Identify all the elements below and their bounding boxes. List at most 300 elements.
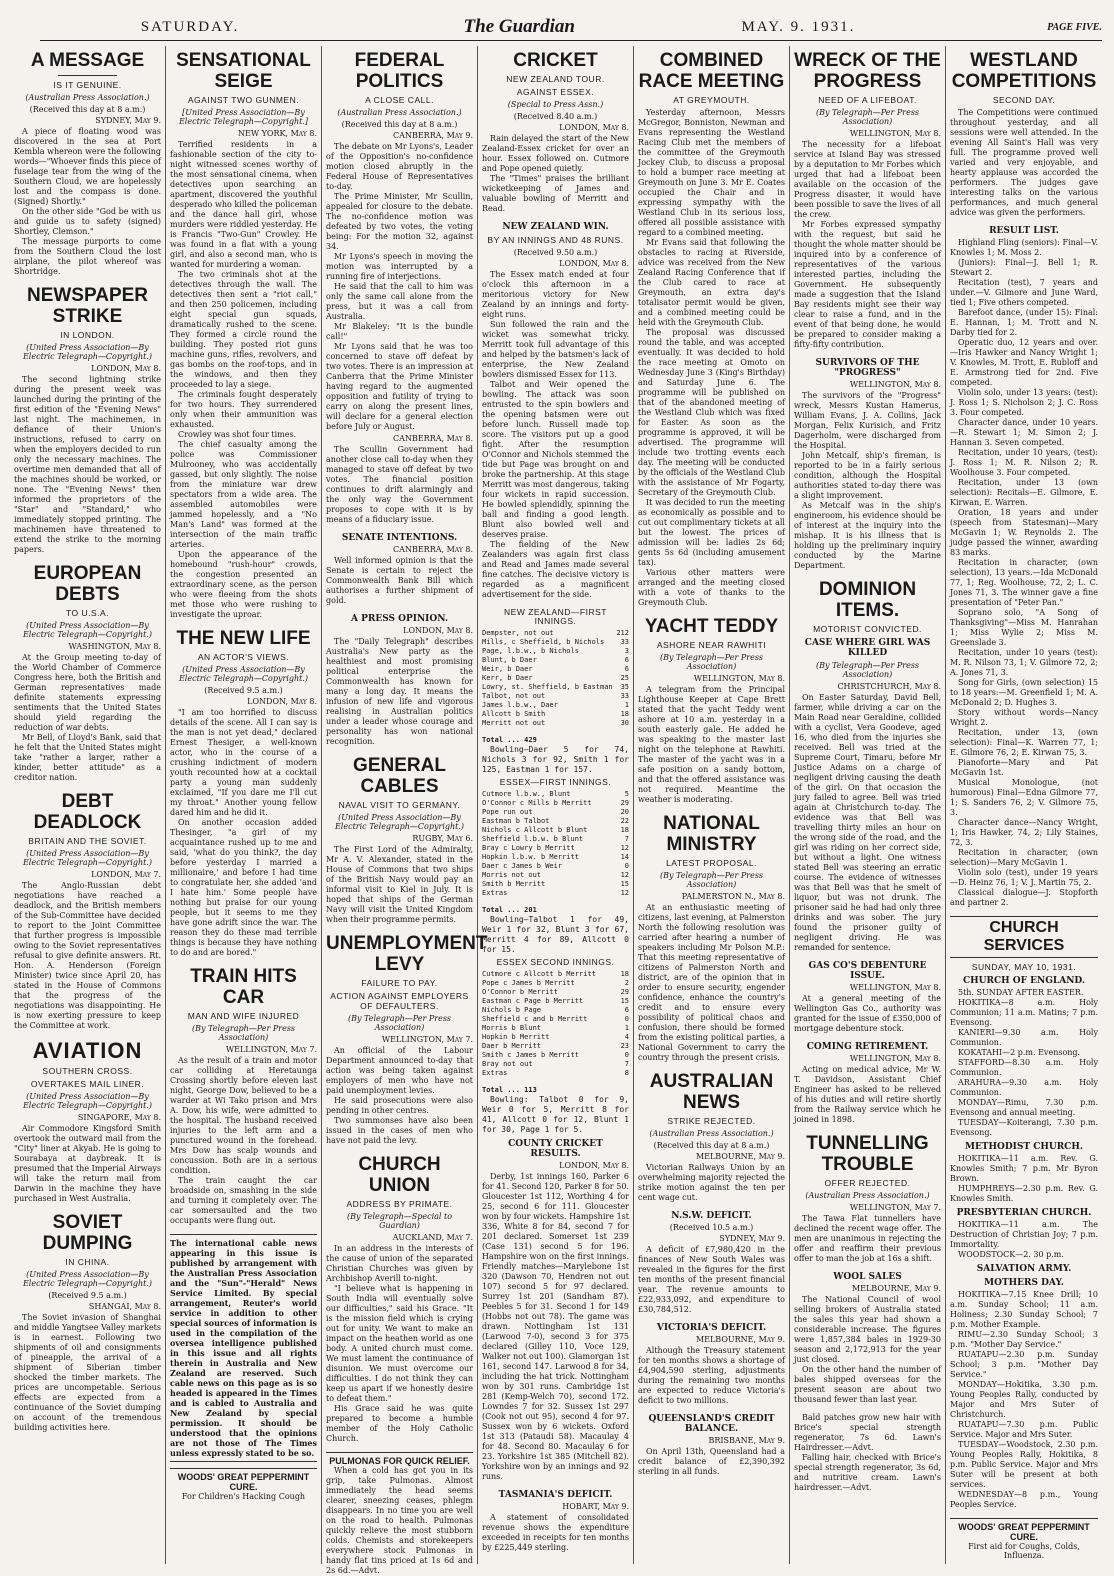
paragraph: The necessity for a lifeboat service at Island Bay was stressed by a deputation to Mr Forbes which urged that had a lifeboat been available on the occasion of the Progress disaster, it would have been possible to save the lives of all the crew. xyxy=(794,140,941,219)
credit-line: (United Press Association—By Electric Telegraph—Copyright.) xyxy=(178,665,309,683)
scorecard-row xyxy=(482,844,629,853)
batsman: Bray c Lowry b Merritt xyxy=(482,844,575,852)
received-line: (Received this day at 8 a.m.) xyxy=(653,1141,770,1150)
headline: THE NEW LIFE xyxy=(176,628,311,649)
received-line: (Received 9.5 a.m.) xyxy=(48,1291,127,1300)
paragraph: The Scullin Government had another close call to-day when they managed to stave off defeat by two votes. The financial position continues to drift alarmingly and the only way the Government proposes to cope with it is by means of a fiduciary issue. xyxy=(326,445,473,524)
received-line: (Received this day at 8 a.m.) xyxy=(29,105,146,114)
subhead: ACTION AGAINST EMPLOYERS OF DEFAULTERS. xyxy=(330,991,469,1011)
paragraph: The "Daily Telegraph" describes Australia's New party as the healthiest and most promising political enterprise the Commonwealth has known for many a long day. It means the infusion of new life and vigorous realising in Australian politics under a leader whose courage and personality has won national recognition. xyxy=(326,637,473,746)
story-aviation xyxy=(14,1039,161,1204)
batsman: Daer c James b Weir xyxy=(482,862,563,870)
column-7 xyxy=(946,46,1102,1564)
paragraph: A telegram from the Principal Lighthouse Keeper at Cape Brett stated that the yacht Teddy went ashore at 10 a.m. yesterday in a south easterly gale. He added he was speaking to the master last night on the telephone at Rawhiti. The master of the yacht was in a safe position on a sandy bottom, and that the offered assistance was not required. Meantime the weather is moderating. xyxy=(638,685,785,804)
headline: CHURCH UNION xyxy=(358,1154,441,1196)
credit-line: (By Telegraph—Per Press Association) xyxy=(347,1014,452,1032)
result-item: Musical Monologue, (not humorous) Final—Edna Gilmore 77, 1; S. Sanders 76, 2; V. Gilmore 75, 3. xyxy=(950,778,1098,817)
runs: 12 xyxy=(620,889,629,897)
story-county-cricket xyxy=(482,1139,629,1482)
paragraph: On the other hand the number of bales shipped overseas for the present season are about two thousand fewer than last year. xyxy=(794,1365,941,1404)
paragraph: A statement of consolidated revenue shows the expenditure exceeded in receipts for ten months by £225,449 sterling. xyxy=(482,1513,629,1552)
batsman: Lowry, st. Sheffield, b Eastman xyxy=(482,683,613,691)
paragraph: A deficit of £7,980,420 in the finances of New South Wales was revealed in the figures for the first ten months of the present financial year. The revenue amounts to £22,933,092, and expenditure to £30,784,512. xyxy=(638,1245,785,1314)
advert-peppermint-cure xyxy=(170,1468,317,1501)
paragraph: Upon the appearance of the homebound "rush-hour" crowds, the congestion presented an extraordinary scene, as the person who were fleeing from the shots met those who were rushing to investigate the uproar. xyxy=(170,550,317,619)
paragraph: The Essex match ended at four o'clock this afternoon in a meritorious victory for New Zealand by an innings and forty-eight runs. xyxy=(482,270,629,319)
batsman: Dempster, not out xyxy=(482,629,554,637)
masthead-paper-title: The Guardian xyxy=(463,16,575,37)
story-unemployment-levy xyxy=(326,933,488,1146)
scorecard-nz-first-innings xyxy=(482,608,629,728)
dateline: RUGBY, May 6. xyxy=(412,834,473,843)
column-5 xyxy=(634,46,790,1564)
scorecard-essex-second-innings xyxy=(482,958,629,1078)
service-entry: RUATAPU—7.30 p.m. Public Service. Major and Mrs Suter. xyxy=(950,1420,1098,1439)
story-tasmania-deficit xyxy=(482,1490,629,1553)
subhead: AGAINST TWO GUNMEN. xyxy=(187,95,300,105)
scorecard-row xyxy=(482,1015,629,1024)
scorecard-total: Total ... 201 xyxy=(482,906,537,914)
result-item: Recitation, under 13 (own selection): Recitals—E. Gilmore, E. Kirwan, E. Warren. xyxy=(950,478,1098,507)
paragraph: Mr Lyons's speech in moving the motion was interrupted by a running fire of interjections. xyxy=(326,252,473,281)
paragraph: His Grace said he was quite prepared to become a humble member of the Holy Catholic Church. xyxy=(326,1404,473,1443)
scorecard-row xyxy=(482,880,629,889)
paragraph: The Anglo-Russian debt negotiations have reached a deadlock, and the British members of the Sub-Committee have decided to report to the Joint Committee that further progress is impossible owing to the Soviet representatives refusal to give definite answers. Rt. Hon. A. Henderson (Foreign Minister) twice since April 20, has stated in the House of Commons that the progress of the negotiations was disappointing. He is now exerting pressure to keep the Committee at work. xyxy=(14,881,161,1030)
result-item: Operatic duo, 12 years and over.—Iris Hawker and Nancy Wright 1; V. Knowles, M. Trott, E. Rubloff and E. Armstrong tied for 2nd. Five competed. xyxy=(950,338,1098,387)
column-2 xyxy=(166,46,322,1564)
batsman: Sheffield c and b Merritt xyxy=(482,1015,588,1023)
batsman: Merritt not out xyxy=(482,719,546,727)
result-item: Violin solo (test), under 19 years—D. Heinz 76, 1; V. J. Martin 75, 2. xyxy=(950,868,1098,887)
scorecard-row xyxy=(482,665,629,674)
story-new-zealand-win xyxy=(482,222,629,600)
paragraph: On the other side "God be with us and guide us to safety (signed) Shortley, Clemson." xyxy=(14,207,161,236)
paragraph: Talbot and Weir opened the bowling. The attack was soon entrusted to the spin bowlers and the opening batsmen were out before lunch. Russell made top score. The visitors put up a good fight. After the resumption O'Connor and Nichols stemmed the tide but Page was brought on and broke the partnership. At this stage Merritt was most dangerous, taking four wickets in rapid succession. He bowled splendidly, spinning the ball and finding a good length. Blunt also bowled well and deserves praise. xyxy=(482,380,629,539)
paragraph: A piece of floating wood was discovered in the sea at Port Kembla whereon were the following words—"Whoever finds this piece of fuselage tear from the wing of the Southern Cloud, we are hopelessly lost and the compass is done. (Signed) Shortly." xyxy=(14,127,161,206)
subhead: AN ACTOR'S VIEWS. xyxy=(197,652,290,662)
story-queensland-credit xyxy=(638,1414,785,1477)
batsman: Nichols c Allcott b Blunt xyxy=(482,826,588,834)
scorecard-row xyxy=(482,1069,629,1078)
batsman: Nichols b Page xyxy=(482,1006,542,1014)
dateline: CANBERRA, May 8. xyxy=(393,434,473,443)
paragraph: The second lightning strike during the present week was launched during the printing of the first edition of the "Evening News" last night. The machinemen, in defiance of their Union's instructions, refused to carry on when the employers decided to run only the necessary machines. The overtime men demanded that all of the machines should be worked, or none. The "Evening News" then informed the proprietors of the "Star" and "Standard," who immediately stopped printing. The machinemen have threatened to extend the strike to the morning papers. xyxy=(14,375,161,554)
dateline: MELBOURNE, May 9. xyxy=(851,1284,941,1293)
runs: 0 xyxy=(624,1015,629,1023)
runs: 30 xyxy=(620,719,629,727)
story-train-hits-car xyxy=(170,966,317,1226)
result-item: Pianoforte—Mary and Pat McGavin 1st. xyxy=(950,758,1098,777)
scorecard-row xyxy=(482,997,629,1006)
dateline: LONDON, May 8. xyxy=(559,259,629,268)
headline: YACHT TEDDY xyxy=(644,616,779,637)
story-yacht-teddy xyxy=(638,616,785,805)
services-list xyxy=(950,976,1098,1510)
paragraph: The criminals fought desperately for two hours. They surrendered only when their ammunition was exhausted. xyxy=(170,390,317,429)
subhead: BRITAIN AND THE SOVIET. xyxy=(28,836,147,846)
headline: AUSTRALIAN NEWS xyxy=(649,1071,774,1113)
scorecard-row xyxy=(482,692,629,701)
dateline: MELBOURNE, May 9. xyxy=(695,1335,785,1344)
dateline: LONDON, May 8. xyxy=(559,123,629,132)
column-4 xyxy=(478,46,634,1564)
subhead: OFFER REJECTED. xyxy=(824,1178,911,1188)
story-a-message xyxy=(14,50,161,277)
scorecard-title: ESSEX SECOND INNINGS. xyxy=(496,957,615,967)
subhead: SECOND DAY. xyxy=(992,95,1056,105)
scorecard-row xyxy=(482,647,629,656)
batsman: Hopkin l.b.w. b Merritt xyxy=(482,853,579,861)
headline: SOVIET DUMPING xyxy=(42,1212,133,1254)
batsman: Smith b Merritt xyxy=(482,880,546,888)
divider xyxy=(58,75,117,76)
dateline: LONDON, May 8. xyxy=(91,364,161,373)
story-newspaper-strike xyxy=(14,285,161,555)
paragraph: An official of the Labour Department announced to-day that action was being taken against employers of men who have not paid unemployment levies. xyxy=(326,1046,473,1095)
paragraph: The message purports to come from the Southern Cloud the lost airplane, the pilot whereof was Shortridge. xyxy=(14,237,161,276)
scorecard-essex1-total-block xyxy=(482,906,629,955)
headline: CHURCH SERVICES xyxy=(950,916,1098,958)
story-westland-competitions xyxy=(950,50,1098,218)
runs: 6 xyxy=(624,665,629,673)
paragraph: Victorian Railways Union by an overwhelming majority rejected the strike motion against the ten per cent wage cut. xyxy=(638,1163,785,1202)
section-title: SURVIVORS OF THE "PROGRESS" xyxy=(815,358,920,378)
dateline: SYDNEY, May 9. xyxy=(719,1234,785,1243)
scorecard-row xyxy=(482,790,629,799)
service-entry: HOKITIKA—11 a.m. Rev. G. Knowles Smith; 7 p.m. Mr Byron Brown. xyxy=(950,1154,1098,1183)
paragraph: As Metcalf was in the ship's engineroom, his evidence should be of interest at the inquiry into the mishap. It is his illness that is holding up the preliminary inquiry conducted by the Marine Department. xyxy=(794,501,941,570)
story-soviet-dumping xyxy=(14,1212,161,1433)
runs: 6 xyxy=(624,656,629,664)
masthead xyxy=(40,14,1102,41)
runs: 7 xyxy=(624,1060,629,1068)
scorecard-row xyxy=(482,988,629,997)
service-entry: KANIERI—9.30 a.m. Holy Communion. xyxy=(950,1028,1098,1047)
runs: 14 xyxy=(620,853,629,861)
paragraph: The train caught the car broadside on, smashing in the side and turning it completely over. The car somersaulted and the two occupants were flung out. xyxy=(170,1176,317,1225)
service-entry: STAFFORD—8.30 a.m. Holy Communion. xyxy=(950,1058,1098,1077)
story-european-debts xyxy=(14,563,161,783)
subhead: AT GREYMOUTH. xyxy=(673,95,750,105)
batsman: O'Connor c Mills b Merritt xyxy=(482,799,592,807)
credit-line: (By Telegraph—Per Press Association) xyxy=(815,661,920,679)
section-title: SENATE INTENTIONS. xyxy=(341,533,458,543)
paragraph: The fielding of the New Zealanders was again first class and Read and James made several fine catches. The decisive victory is regarded as a magnificent advertisement for the side. xyxy=(482,540,629,599)
runs: 15 xyxy=(620,880,629,888)
batsman: Cutmore l.b.w., Blunt xyxy=(482,790,571,798)
headline: NEWSPAPER STRIKE xyxy=(26,285,149,327)
service-entry: RIMU—2.30 Sunday School; 3 p.m. "Mother Day Service." xyxy=(950,1330,1098,1349)
scorecard-row xyxy=(482,1051,629,1060)
subhead: NEW ZEALAND TOUR. xyxy=(506,74,605,84)
dateline: LONDON, May 7. xyxy=(91,870,161,879)
headline: EUROPEAN DEBTS xyxy=(33,563,142,605)
result-item: Recitation, under 10 years (test): M. R. Nilson 73, 1; V. Gilmore 72, 2; A. Jones 71, 3. xyxy=(950,648,1098,677)
denomination-heading: PRESBYTERIAN CHURCH. xyxy=(956,1208,1092,1218)
scorecard-row xyxy=(482,1024,629,1033)
credit-line: (United Press Association—By Electric Telegraph—Copyright.) xyxy=(334,813,465,831)
runs: 25 xyxy=(620,674,629,682)
scorecard-row xyxy=(482,808,629,817)
result-item: Character dance, under 10 years.—R. Stewart 1; M. Simon 2; J. Hannan 3. Seven competed. xyxy=(950,418,1098,447)
received-line: (Received 8.40 a.m.) xyxy=(513,112,598,121)
dateline: PALMERSTON N., May 8. xyxy=(681,892,785,901)
dateline: CANBERRA, May 8. xyxy=(393,545,473,554)
paragraph: Sun followed the rain and the wicket was somewhat tricky. Merritt took full advantage of this and helped by the batsmen's lack of enterprise, the New Zealand bowlers dismissed Essex for 113. xyxy=(482,320,629,379)
story-federal-politics xyxy=(326,50,473,525)
paragraph: Mr Lyons said that he was too concerned to stave off defeat by two votes. There is an impression at Canberra that the Prime Minister having regard to the augmented opposition and futility of trying to carry on along the present lines, will declare for a general election before July or August. xyxy=(326,342,473,431)
scorecard-row xyxy=(482,701,629,710)
headline: TRAIN HITS CAR xyxy=(190,966,297,1008)
advert-brice xyxy=(794,1413,941,1493)
section-title: GAS CO'S DEBENTURE ISSUE. xyxy=(808,961,927,981)
result-item: Soprano solo, "A Song of Thanksgiving"—Miss M. Hanrahan 1; Miss Wylie 2; Miss M. Greenslade 3. xyxy=(950,608,1098,647)
paragraph: Rain delayed the start of the New Zealand-Essex cricket for over an hour. Essex followed on. Cutmore and Pope opened quietly. xyxy=(482,134,629,173)
scorecard-row xyxy=(482,817,629,826)
batsman: Cutmore c Allcott b Merritt xyxy=(482,970,596,978)
runs: 29 xyxy=(620,799,629,807)
subhead: IS IT GENUINE. xyxy=(53,80,122,90)
batsman: Sheffield l.b.w. b Blunt xyxy=(482,835,584,843)
story-victoria-deficit xyxy=(638,1323,785,1406)
paragraph: He said prosecutions were also pending in other centres. xyxy=(326,1096,473,1115)
scorecard-bowling: Bowling—Daer 5 for 74, Nichols 3 for 92, Smith 1 for 125, Eastman 1 for 157. xyxy=(482,745,629,774)
dateline: CANBERRA, May 9. xyxy=(393,131,473,140)
story-national-ministry xyxy=(638,813,785,1063)
runs: 12 xyxy=(620,871,629,879)
paragraph: Mr Blakeley: "It is the bundle call!" xyxy=(326,322,473,341)
dateline: WASHINGTON, May 8. xyxy=(68,642,161,651)
runs: 18 xyxy=(620,826,629,834)
dateline: WELLINGTON, May 8. xyxy=(849,380,941,389)
scorecard-bowling: Bowling: Talbot 0 for 9, Weir 0 for 5, Merritt 8 for 41, Allcott 0 for 12, Blunt 1 for 30, Page 1 for 5. xyxy=(482,1095,629,1134)
credit-line: (Special to Press Assn.) xyxy=(507,100,604,109)
result-item: Character dance—Nancy Wright, 1; Iris Hawker, 74, 2; Lily Staines, 72, 3. xyxy=(950,818,1098,847)
batsman: Weir, b Daer xyxy=(482,665,533,673)
story-nsw-deficit xyxy=(638,1211,785,1315)
paragraph: The Prime Minister, Mr Scullin, appealed for closure to the debate. The no-confidence motion was defeated by two votes, the voting being: For the motion 32, against 34. xyxy=(326,192,473,251)
masthead-page-number: PAGE FIVE. xyxy=(1047,21,1102,33)
result-item: Oration, 18 years and under (speech from Statesman)—Mary McGavin 1; W. Reynolds 2. The judge passed the winner, awarding 83 marks. xyxy=(950,508,1098,557)
section-title: RESULT LIST. xyxy=(989,226,1059,236)
paragraph: Although the Treasury statement for ten months shows a shortage of £4,904,590 sterling, adjustments during the remaining two months are expected to reduce Victoria's deficit to two millions. xyxy=(638,1346,785,1405)
subhead: STRIKE REJECTED. xyxy=(667,1116,756,1126)
batsman: Extras xyxy=(482,1069,508,1077)
story-combined-race-meeting xyxy=(638,50,785,608)
dateline: LONDON, May 8. xyxy=(559,1161,629,1170)
result-item: Song for Girls, (own selection) 15 to 18 years:—M. Greenfield 1; M. A. McDonald 2; D. Hughes 3. xyxy=(950,678,1098,707)
runs: 7 xyxy=(624,835,629,843)
advert-title: WOODS' GREAT PEPPERMINT CURE. xyxy=(177,1472,310,1492)
story-senate-intentions xyxy=(326,533,473,606)
credit-line: (Australian Press Association.) xyxy=(25,93,150,102)
paragraph: John Metcalf, ship's fireman, is reported to be in a fairly serious condition, although the Hospital authorities stated to-day there was a slight improvement. xyxy=(794,451,941,500)
headline: AVIATION xyxy=(32,1038,143,1063)
service-entry: MONDAY—Hokitika, 3.30 p.m. Young Peoples Rally, conducted by Major and Mrs Suter of Christchurch. xyxy=(950,1380,1098,1419)
paragraph: Yesterday afternoon, Messrs McGregor, Bonniston, Newman and Evans representing the Westland Racing Club met the members of the committee of the Greymouth Jockey Club, to discuss a proposal to hold a bumper race meeting at Greymouth on June 3. Mr E. Coates occupied the Chair and in expressing sympathy with the Westland Club in its serious loss, offered all possible assistance with regard to a combined meeting. xyxy=(638,108,785,237)
result-item: Recitation in character, (own selection)—Mary McGavin 1. xyxy=(950,848,1098,867)
story-church-services xyxy=(950,916,1098,1510)
runs: 22 xyxy=(620,817,629,825)
result-item: Classical dialogue—J. Stopforth and partner 2. xyxy=(950,888,1098,907)
story-cricket xyxy=(482,50,629,214)
paragraph: At the Group meeting to-day of the World Chamber of Commerce Congress here, both the British and German representatives made definite statements expressing sentiments that the United States should yield regarding the reduction of war debts. xyxy=(14,653,161,732)
dateline: HOBART, May 9. xyxy=(562,1502,629,1511)
section-title: QUEENSLAND'S CREDIT BALANCE. xyxy=(648,1414,775,1434)
runs: 15 xyxy=(620,997,629,1005)
paragraph: On April 13th, Queensland had a credit balance of £2,390,392 sterling in all funds. xyxy=(638,1447,785,1476)
batsman: Smith c James b Merritt xyxy=(482,1051,579,1059)
paragraph: Crowley was shot four times. xyxy=(178,430,297,439)
dateline: WELLINGTON, May 7. xyxy=(225,1045,317,1054)
paragraph: Air Commodore Kingsford Smith overtook the outward mail from the "City" liner at Akyab. He is going to Sourabaya at daybreak. It is presumed that the Imperial Airways will take the return mail from Darwin in the machine they have purchased in West Australia. xyxy=(14,1124,161,1203)
batsman: Extras xyxy=(482,889,508,897)
runs: 23 xyxy=(620,1042,629,1050)
subhead: TO U.S.A. xyxy=(65,608,110,618)
subhead: NEED OF A LIFEBOAT. xyxy=(818,95,917,105)
scorecard-row xyxy=(482,1006,629,1015)
batsman: Pope run out xyxy=(482,808,533,816)
story-result-list xyxy=(950,226,1098,908)
subhead: SUNDAY, MAY 10, 1931. xyxy=(971,962,1077,972)
dateline: LONDON, May 8. xyxy=(247,697,317,706)
dateline: WELLINGTON, May 8. xyxy=(693,674,785,683)
section-title: TASMANIA'S DEFICIT. xyxy=(498,1490,613,1500)
subhead: OVERTAKES MAIL LINER. xyxy=(30,1079,145,1089)
masthead-date: MAY. 9. 1931. xyxy=(741,18,856,35)
paragraph: Derby, 1st innings 160, Parker 6 for 41. Second 120, Parker 8 for 50. Gloucester 1st 112, Worthing 4 for 25, second 6 for 111. Gloucester won by four wickets. Hampshire 1st 336, White 8 for 84, second 7 for 201 declared. Somerset 1st 239 (Case 131) second 5 for 196. Hampshire won on the first innings. Friendly matches—Marylebone 1st 320 (Dawson 70, Hendren not out 107) second 5 for 97 declared. Surrey 1st 201 (Sandham 87). Peebles 5 for 31. Second 1 for 149 (Hobbs not out 78). The game was drawn. Nottingham 1st 131 (Larwood 7-0), second 3 for 375 declared (Gilley 110, Voce 129, Walker not out 100). Glamorgan 1st 161, second 147. Larwood 8 for 34, including the hat trick. Nottingham won by 301 runs. Cambridge 1st 281 (Kemp-Welch 70), second 172. Lowndes 7 for 32. Sussex 1st 297 (Cook not out 95), second 4 for 97. Sussex won by 6 wickets. Oxford 1st 313 (Pataudi 58). Macaulay 4 for 48. Second 80. Macaulay 6 for 23. Yorkshire 1st 385 (Mitchell 82). Yorkshire won by an innings and 92 runs. xyxy=(482,1172,629,1481)
denomination-heading: METHODIST CHURCH. xyxy=(964,1142,1083,1152)
headline: DEBT DEADLOCK xyxy=(33,791,142,833)
paragraph: Two summonses have also been issued in the cases of men who have not paid the levy. xyxy=(326,1116,473,1145)
credit-line: (United Press Association—By Electric Telegraph—Copyright.) xyxy=(22,1092,153,1110)
paragraph: On another occasion added Thesinger, "a girl of my acquaintance rushed up to me and said, 'what do you think?, the day before yesterday I married a millionaire,' and before I had time to congratulate her, she added 'and I hate him.' Some people have nothing but praise for our young people, but it seems to me they have gone adrift since the war. The reason they do these mad terrible things is because they have nothing to do and are bored." xyxy=(170,818,317,957)
credit-line: (United Press Association—By Electric Telegraph—Copyright.) xyxy=(22,1270,153,1288)
subhead: BY AN INNINGS AND 48 RUNS. xyxy=(487,235,624,245)
paragraph: Various other matters were arranged and the meeting closed with a vote of thanks to the Greymouth Club. xyxy=(638,568,785,607)
scorecard-row xyxy=(482,656,629,665)
dateline: BRISBANE, May 9. xyxy=(708,1436,785,1445)
scorecard-row xyxy=(482,1060,629,1069)
runs: 35 xyxy=(620,683,629,691)
runs: 8 xyxy=(624,1069,629,1077)
subhead: IN LONDON. xyxy=(60,330,115,340)
advert-pulmonas xyxy=(326,1452,473,1576)
runs: 6 xyxy=(624,1006,629,1014)
dateline: NEW YORK, May 8. xyxy=(238,129,317,138)
subhead: FAILURE TO PAY. xyxy=(361,978,438,988)
service-entry: 5th. SUNDAY AFTER EASTER. xyxy=(958,988,1084,997)
received-line: (Received 9.5 a.m.) xyxy=(204,686,283,695)
credit-line: (Australian Press Association.) xyxy=(805,1191,930,1200)
dateline: MELBOURNE, May 9. xyxy=(695,1152,785,1161)
column-3 xyxy=(322,46,488,1575)
scorecard-row xyxy=(482,799,629,808)
credit-line: (United Press Association—By Electric Telegraph—Copyright.) xyxy=(22,849,153,867)
paragraph: At an enthusiastic meeting of citizens, last evening, at Palmerston North the following resolution was carried after hearing a number of speakers including Mr Polson M.P.: That this meeting representative of citizens of Palmerston North and district, are of the opinion that in order to ensure security, engender confidence, enhance the country's credit and to ensure every possibility of political chaos and confusion, there should be formed from the existing political parties, a National Government to carry the country through the present crisis. xyxy=(638,903,785,1062)
subhead: ASHORE NEAR RAWHITI xyxy=(656,640,767,650)
runs: 1 xyxy=(624,1024,629,1032)
received-line: (Received 9.50 a.m.) xyxy=(513,248,598,257)
section-title: VICTORIA'S DEFICIT. xyxy=(656,1323,767,1333)
runs: 20 xyxy=(620,808,629,816)
dateline: WELLINGTON, May 8. xyxy=(849,1054,941,1063)
received-line: (Received 10.5 a.m.) xyxy=(669,1223,754,1232)
credit-line: (Australian Press Association.) xyxy=(649,1129,774,1138)
scorecard-total: Total ... 113 xyxy=(482,1086,537,1094)
column-1 xyxy=(10,46,166,1564)
runs: 5 xyxy=(624,790,629,798)
paragraph: "I am too horrified to discuss details of the scene. All I can say is the man is not yet dead," declared Ernest Thesiger, a well-known actor, who in the course of a crushing indictment of modern youth recounted how at a cocktail party a young man suddenly exclaimed, "If you dare me I'll cut my throat." Another young fellow dared him and he did it. xyxy=(170,708,317,817)
advert-subtitle: For Children's Hacking Cough xyxy=(181,1492,306,1501)
credit-line: (By Telegraph—Per Press Association) xyxy=(815,108,920,126)
scorecard-title: ESSEX—FIRST INNINGS. xyxy=(499,777,612,787)
advert-body: When a cold has got you in its grip, take Pulmonas. Almost immediately the head seems clearer, sneezing ceases, phlegm disappears. In no time you are well on the road to health. Pulmonas quickly relieve the most stubborn colds. Chemists and storekeepers everywhere stock Pulmonas in handy flat tins priced at 1s 6d and 2s 6d.—Advt. xyxy=(326,1466,473,1575)
scorecard-row xyxy=(482,889,629,898)
scorecard-row xyxy=(482,1033,629,1042)
headline: COMBINED RACE MEETING xyxy=(638,50,785,92)
runs: 4 xyxy=(624,1033,629,1041)
batsman: Kerr, b Daer xyxy=(482,674,533,682)
section-title: COUNTY CRICKET RESULTS. xyxy=(508,1139,603,1159)
batsman: Daer b Merritt xyxy=(482,1042,542,1050)
story-press-opinion xyxy=(326,614,473,747)
runs: 18 xyxy=(620,970,629,978)
batsman: Page, l.b.w., b Nichols xyxy=(482,647,579,655)
paragraph: The "Times" praises the brilliant wicketkeeping of James and valuable bowling of Merritt and Read. xyxy=(482,174,629,213)
scorecard-row xyxy=(482,979,629,988)
batsman: Mills, c Sheffield, b Nichols xyxy=(482,638,605,646)
service-entry: HOKITIKA—7.15 Knee Drill; 10 a.m. Sunday School; 11 a.m. Holiness; 2.30 Sunday School; 7 p.m. Mother Example. xyxy=(950,1290,1098,1329)
story-wool-sales xyxy=(794,1272,941,1405)
denomination-heading: MOTHERS DAY. xyxy=(984,1278,1064,1288)
runs: 0 xyxy=(624,862,629,870)
batsman: Blunt, b Daer xyxy=(482,656,537,664)
scorecard-row xyxy=(482,826,629,835)
paragraph: As the result of a train and motor car colliding at Heretaunga Crossing shortly before eleven last night, George Dow, believed to be a warder at Wi Tako prison and Mrs A. Dow, his wife, were admitted to the hospital. The husband received injuries to the left arm and a punctured wound in the forehead. Mrs Dow has scalp wounds and concussion. Both are in a serious condition. xyxy=(170,1056,317,1175)
credit-line: (By Telegraph—Special to Guardian) xyxy=(346,1212,453,1230)
subhead: ADDRESS BY PRIMATE. xyxy=(346,1199,453,1209)
batsman: O'Connor b Merritt xyxy=(482,988,558,996)
story-general-cables xyxy=(326,755,473,925)
result-item: Barefoot dance, (under 15): Final: E. Hannan, 1; M. Trott and N. Darby tied for 2. xyxy=(950,308,1098,337)
credit-line: (United Press Association—By Electric Telegraph—Copyright.) xyxy=(22,343,153,361)
scorecard-total: Total ... 429 xyxy=(482,736,537,744)
service-entry: TUESDAY—Koiterangi, 7.30 p.m. Evensong. xyxy=(950,1118,1098,1137)
story-gas-debenture xyxy=(794,961,941,1034)
dateline: LONDON, May 8. xyxy=(403,626,473,635)
headline: WRECK OF THE PROGRESS xyxy=(794,50,941,92)
scorecard-row xyxy=(482,1042,629,1051)
paragraph: Bald patches grow new hair with Brice's special strength regenerator, 7s 6d. Lawn's Hairdresser.—Advt. xyxy=(794,1413,941,1452)
advert-title: PULMONAS FOR QUICK RELIEF. xyxy=(329,1456,470,1466)
result-item: Story without words—Nancy Wright 2. xyxy=(950,708,1098,727)
result-item: Highland Fling (seniors): Final—V. Knowles 1; M. Moss 2. xyxy=(950,238,1098,257)
paragraph: The survivors of the "Progress" wreck, Messrs Kustan Hamerus, William Evans, J. A. Collins, Jack Morgan, Felix Kurisich, and Fritz Dagerholm, were discharged from the Hospital. xyxy=(794,391,941,450)
service-entry: ARAHURA—9.30 a.m. Holy Communion. xyxy=(950,1078,1098,1097)
story-wreck-of-progress xyxy=(794,50,941,350)
result-item: Recitation, under 13, (own selection): Final—K. Warren 77, 1; E. Gilmore 76, 2; E. Kirwan 75, 3. xyxy=(950,728,1098,757)
headline: NATIONAL MINISTRY xyxy=(663,813,760,855)
scorecard-row xyxy=(482,719,629,728)
dateline: SHANGAI, May 8. xyxy=(88,1302,161,1311)
paragraph: In an address in the interests of the cause of union of the separated Christian Churches was given by Archbishop Averill to-night. xyxy=(326,1244,473,1283)
paragraph: At a general meeting of the Wellington Gas Co., authority was granted for the issue of £350,000 of mortgage debenture stock. xyxy=(794,994,941,1033)
dateline: WELLINGTON, May 8. xyxy=(849,129,941,138)
paragraph: He said that the call to him was only the same call alone from the press, but it was a call from Australia. xyxy=(326,282,473,321)
subhead: IN CHINA. xyxy=(65,1257,110,1267)
result-item: (Juniors): Final—J. Bell 1; R. Stewart 2. xyxy=(950,258,1098,277)
